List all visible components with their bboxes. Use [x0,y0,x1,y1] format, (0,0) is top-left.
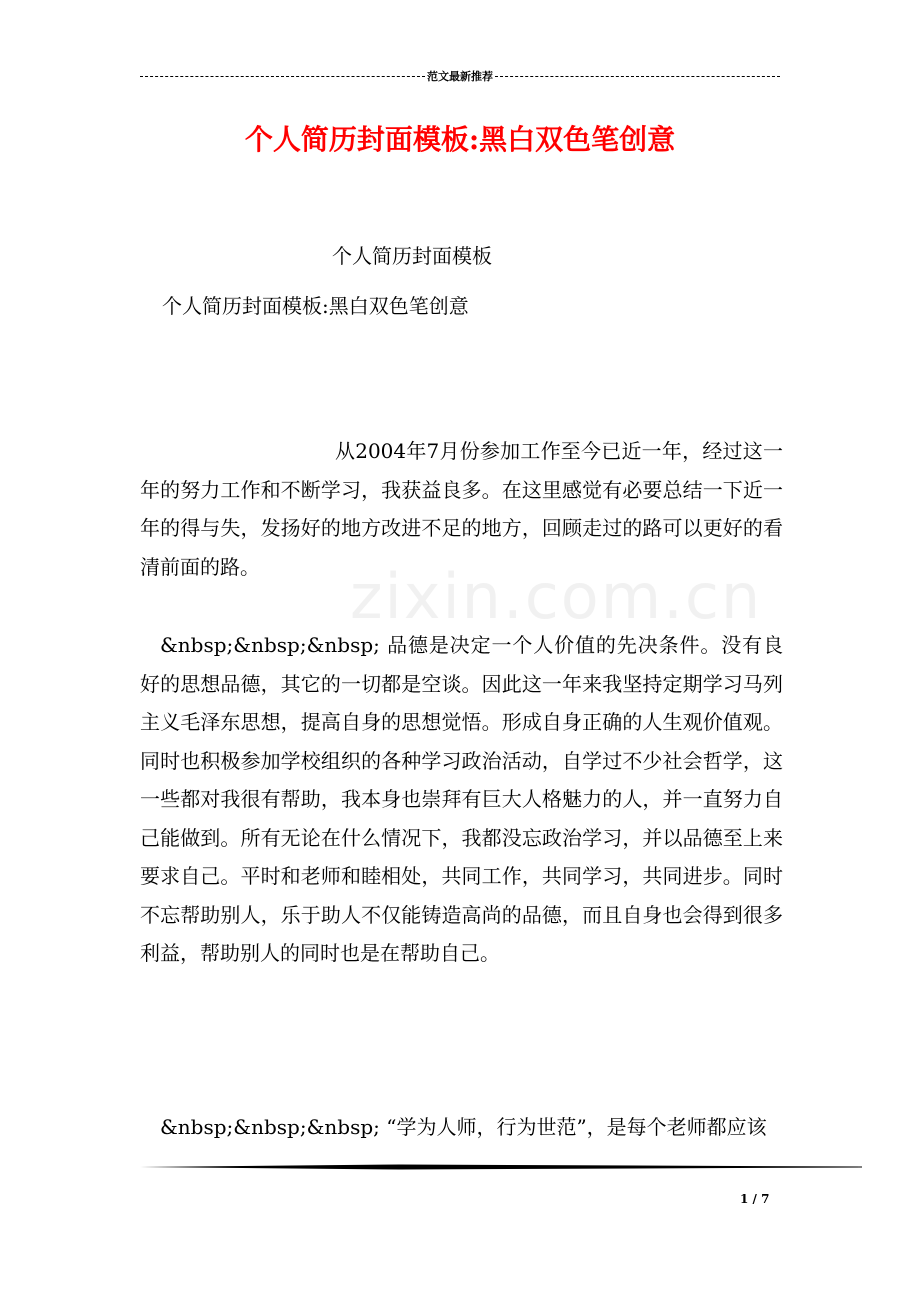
document-subtitle-1: 个人简历封面模板 [332,244,492,268]
header-dash-right [495,76,780,77]
header-dash-left [140,76,425,77]
paragraph-2: &nbsp;&nbsp;&nbsp; 品德是决定一个人价值的先决条件。没有良好的思想品德，其它的一切都是空谈。因此这一年来我坚持定期学习马列主义毛泽东思想，提高自身的思想觉悟。形成自身正确的人生观价值观。同时也积极参加学校组织的各种学习政治活动，自学过不少社会哲学，这一些都对我很有帮助，我本身也崇拜有巨大人格魅力的人，并一直努力自己能做到。所有无论在什么情况下，我都没忘政治学习，并以品德至上来要求自己。平时和老师和睦相处，共同工作，共同学习，共同进步。同时不忘帮助别人，乐于助人不仅能铸造高尚的品德，而且自身也会得到很多利益，帮助别人的同时也是在帮助自己。 [140,633,783,965]
paragraph-3: &nbsp;&nbsp;&nbsp; “学为人师，行为世范”，是每个老师都应该 [160,1115,767,1139]
page-number: 1 / 7 [740,1192,770,1206]
footer-rule [140,1164,862,1170]
paragraph-1: 从2004年7月份参加工作至今已近一年，经过这一年的努力工作和不断学习，我获益良多。在这里感觉有必要总结一下近一年的得与失，发扬好的地方改进不足的地方，回顾走过的路可以更好的看清前面的路。 [140,439,783,579]
watermark: zixin.com.cn [350,560,763,633]
document-title: 个人简历封面模板:黑白双色笔创意 [244,123,676,156]
page-header [140,66,780,86]
document-subtitle-2: 个人简历封面模板:黑白双色笔创意 [162,294,469,318]
header-label: 范文最新推荐 [427,70,493,83]
